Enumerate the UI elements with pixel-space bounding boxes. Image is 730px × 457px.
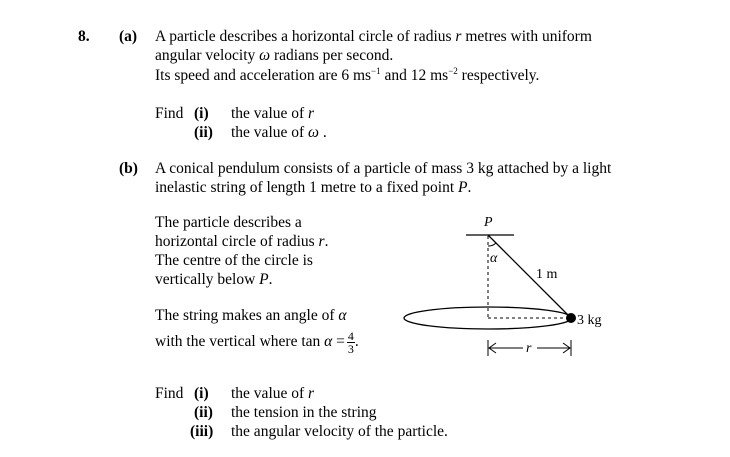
part-b-desc1: The particle describes a bbox=[155, 214, 302, 231]
text: respectively. bbox=[457, 67, 540, 84]
label-radius: r bbox=[526, 341, 532, 356]
numerator: 4 bbox=[347, 328, 354, 343]
text: the value of bbox=[231, 105, 309, 122]
text: . bbox=[467, 179, 472, 196]
text: the value of bbox=[231, 385, 309, 402]
text: radians per second. bbox=[270, 47, 394, 64]
text: inelastic string of length 1 metre to a fixed point bbox=[155, 179, 459, 196]
part-a-find: Find bbox=[155, 105, 184, 122]
exponent: −1 bbox=[371, 66, 381, 76]
var-alpha: α bbox=[338, 307, 347, 324]
text: . bbox=[324, 233, 329, 250]
part-a-ii-label: (ii) bbox=[194, 124, 213, 141]
part-a-i-label: (i) bbox=[194, 105, 209, 122]
part-b-ii-label: (ii) bbox=[194, 404, 213, 421]
text: Its speed and acceleration are 6 ms bbox=[155, 67, 372, 84]
denominator: 3 bbox=[347, 341, 354, 356]
part-a-label: (a) bbox=[119, 28, 138, 45]
var: ω bbox=[308, 124, 319, 141]
var: r bbox=[308, 105, 315, 122]
var-r: r bbox=[455, 28, 462, 45]
particle bbox=[566, 313, 576, 323]
text: . bbox=[319, 124, 327, 141]
equals: = bbox=[332, 333, 345, 350]
string-line bbox=[488, 235, 570, 317]
text: vertically below bbox=[155, 271, 260, 288]
part-b-desc3: The centre of the circle is bbox=[155, 252, 313, 269]
text: . bbox=[268, 271, 273, 288]
part-b-ii-text: the tension in the string bbox=[231, 404, 377, 421]
text: . bbox=[354, 333, 359, 350]
angle-arc bbox=[488, 243, 496, 246]
part-b-line1: A conical pendulum consists of a particle of mass 3 kg attached by a light bbox=[155, 160, 612, 177]
text: The string makes an angle of bbox=[155, 307, 339, 324]
text: metres with uniform bbox=[461, 28, 592, 45]
text: with the vertical where tan bbox=[155, 333, 325, 350]
text: horizontal circle of radius bbox=[155, 233, 319, 250]
var-r: r bbox=[318, 233, 325, 250]
part-b-find: Find bbox=[155, 385, 184, 402]
text: and 12 ms bbox=[380, 67, 449, 84]
label-length: 1 m bbox=[536, 267, 558, 282]
part-b-i-label: (i) bbox=[194, 385, 209, 402]
text: angular velocity bbox=[155, 47, 260, 64]
question-number: 8. bbox=[78, 28, 90, 45]
var-omega: ω bbox=[259, 47, 271, 64]
var-p: P bbox=[458, 179, 468, 196]
var: r bbox=[308, 385, 315, 402]
label-mass: 3 kg bbox=[577, 313, 602, 328]
part-b-label: (b) bbox=[119, 160, 138, 177]
text: A particle describes a horizontal circle of radius bbox=[155, 28, 456, 45]
part-b-iii-text: the angular velocity of the particle. bbox=[231, 423, 448, 440]
text: the value of bbox=[231, 124, 309, 141]
label-angle-alpha: α bbox=[490, 251, 498, 266]
part-b-iii-label: (iii) bbox=[190, 423, 214, 440]
var-p: P bbox=[259, 271, 269, 288]
label-point-p: P bbox=[484, 215, 493, 230]
var-alpha: α bbox=[324, 333, 333, 350]
exponent: −2 bbox=[448, 66, 458, 76]
